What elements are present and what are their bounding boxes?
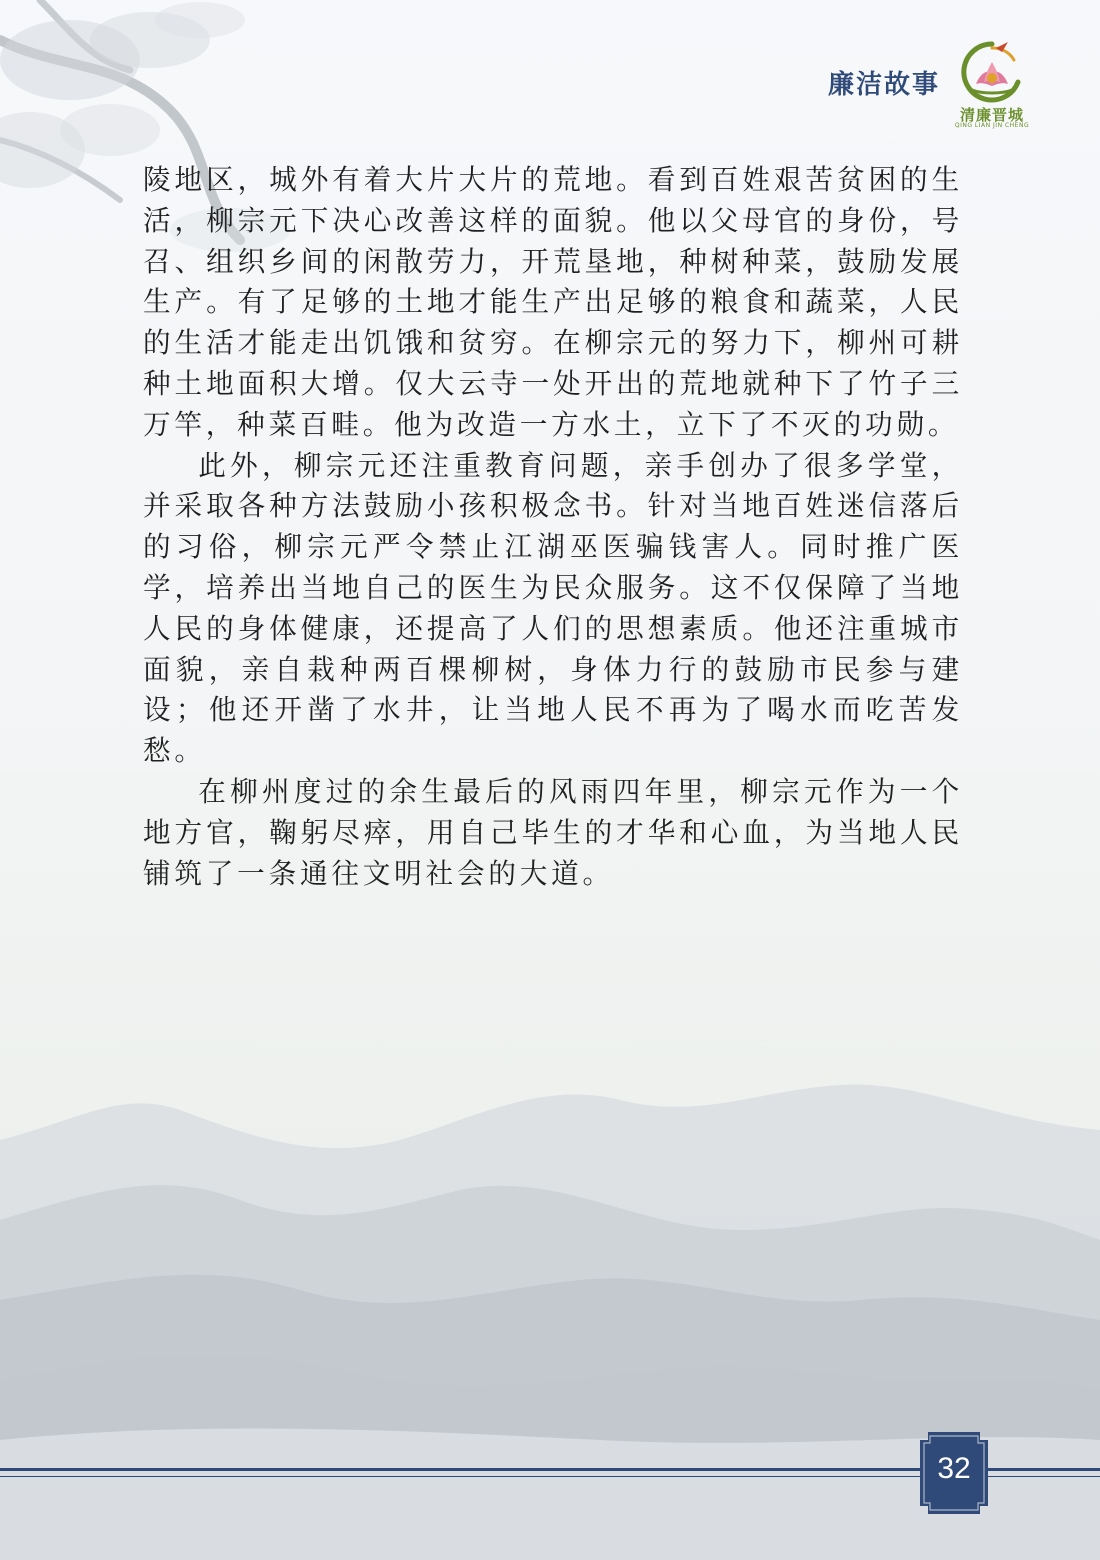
page-number: 32 [937, 1452, 971, 1485]
lotus-logo-icon [952, 38, 1032, 106]
paragraph-education: 此外，柳宗元还注重教育问题，亲手创办了很多学堂，并采取各种方法鼓励小孩积极念书。针对当地百姓迷信落后的习俗，柳宗元严令禁止江湖巫医骗钱害人。同时推广医学，培养出当地自己的医生为民众服务。这不仅保障了当地人民的身体健康，还提高了人们的思想素质。他还注重城市面貌，亲自栽种两百棵柳树，身体力行的鼓励市民参与建设；他还开凿了水井，让当地人民不再为了喝水而吃苦发愁。 [143, 448, 963, 768]
paragraph-conclusion: 在柳州度过的余生最后的风雨四年里，柳宗元作为一个地方官，鞠躬尽瘁，用自己毕生的才华和心血，为当地人民铺筑了一条通往文明社会的大道。 [143, 774, 963, 890]
page-number-badge [918, 1430, 990, 1516]
paragraph-continuation: 陵地区，城外有着大片大片的荒地。看到百姓艰苦贫困的生活，柳宗元下决心改善这样的面貌。他以父母官的身份，号召、组织乡间的闲散劳力，开荒垦地，种树种菜，鼓励发展生产。有了足够的土地才能生产出足够的粮食和蔬菜，人民的生活才能走出饥饿和贫穷。在柳宗元的努力下，柳州可耕种土地面积大增。仅大云寺一处开出的荒地就种下了竹子三万竿，种菜百畦。他为改造一方水土，立下了不灭的功勋。 [143, 163, 963, 441]
qing-lian-jin-cheng-logo [952, 38, 1032, 130]
article-body [143, 160, 963, 894]
section-title: 廉洁故事 [828, 70, 941, 100]
logo-subtext: QING LIAN JIN CHENG [954, 122, 1030, 129]
logo-text: 清廉晋城 [959, 106, 1024, 124]
